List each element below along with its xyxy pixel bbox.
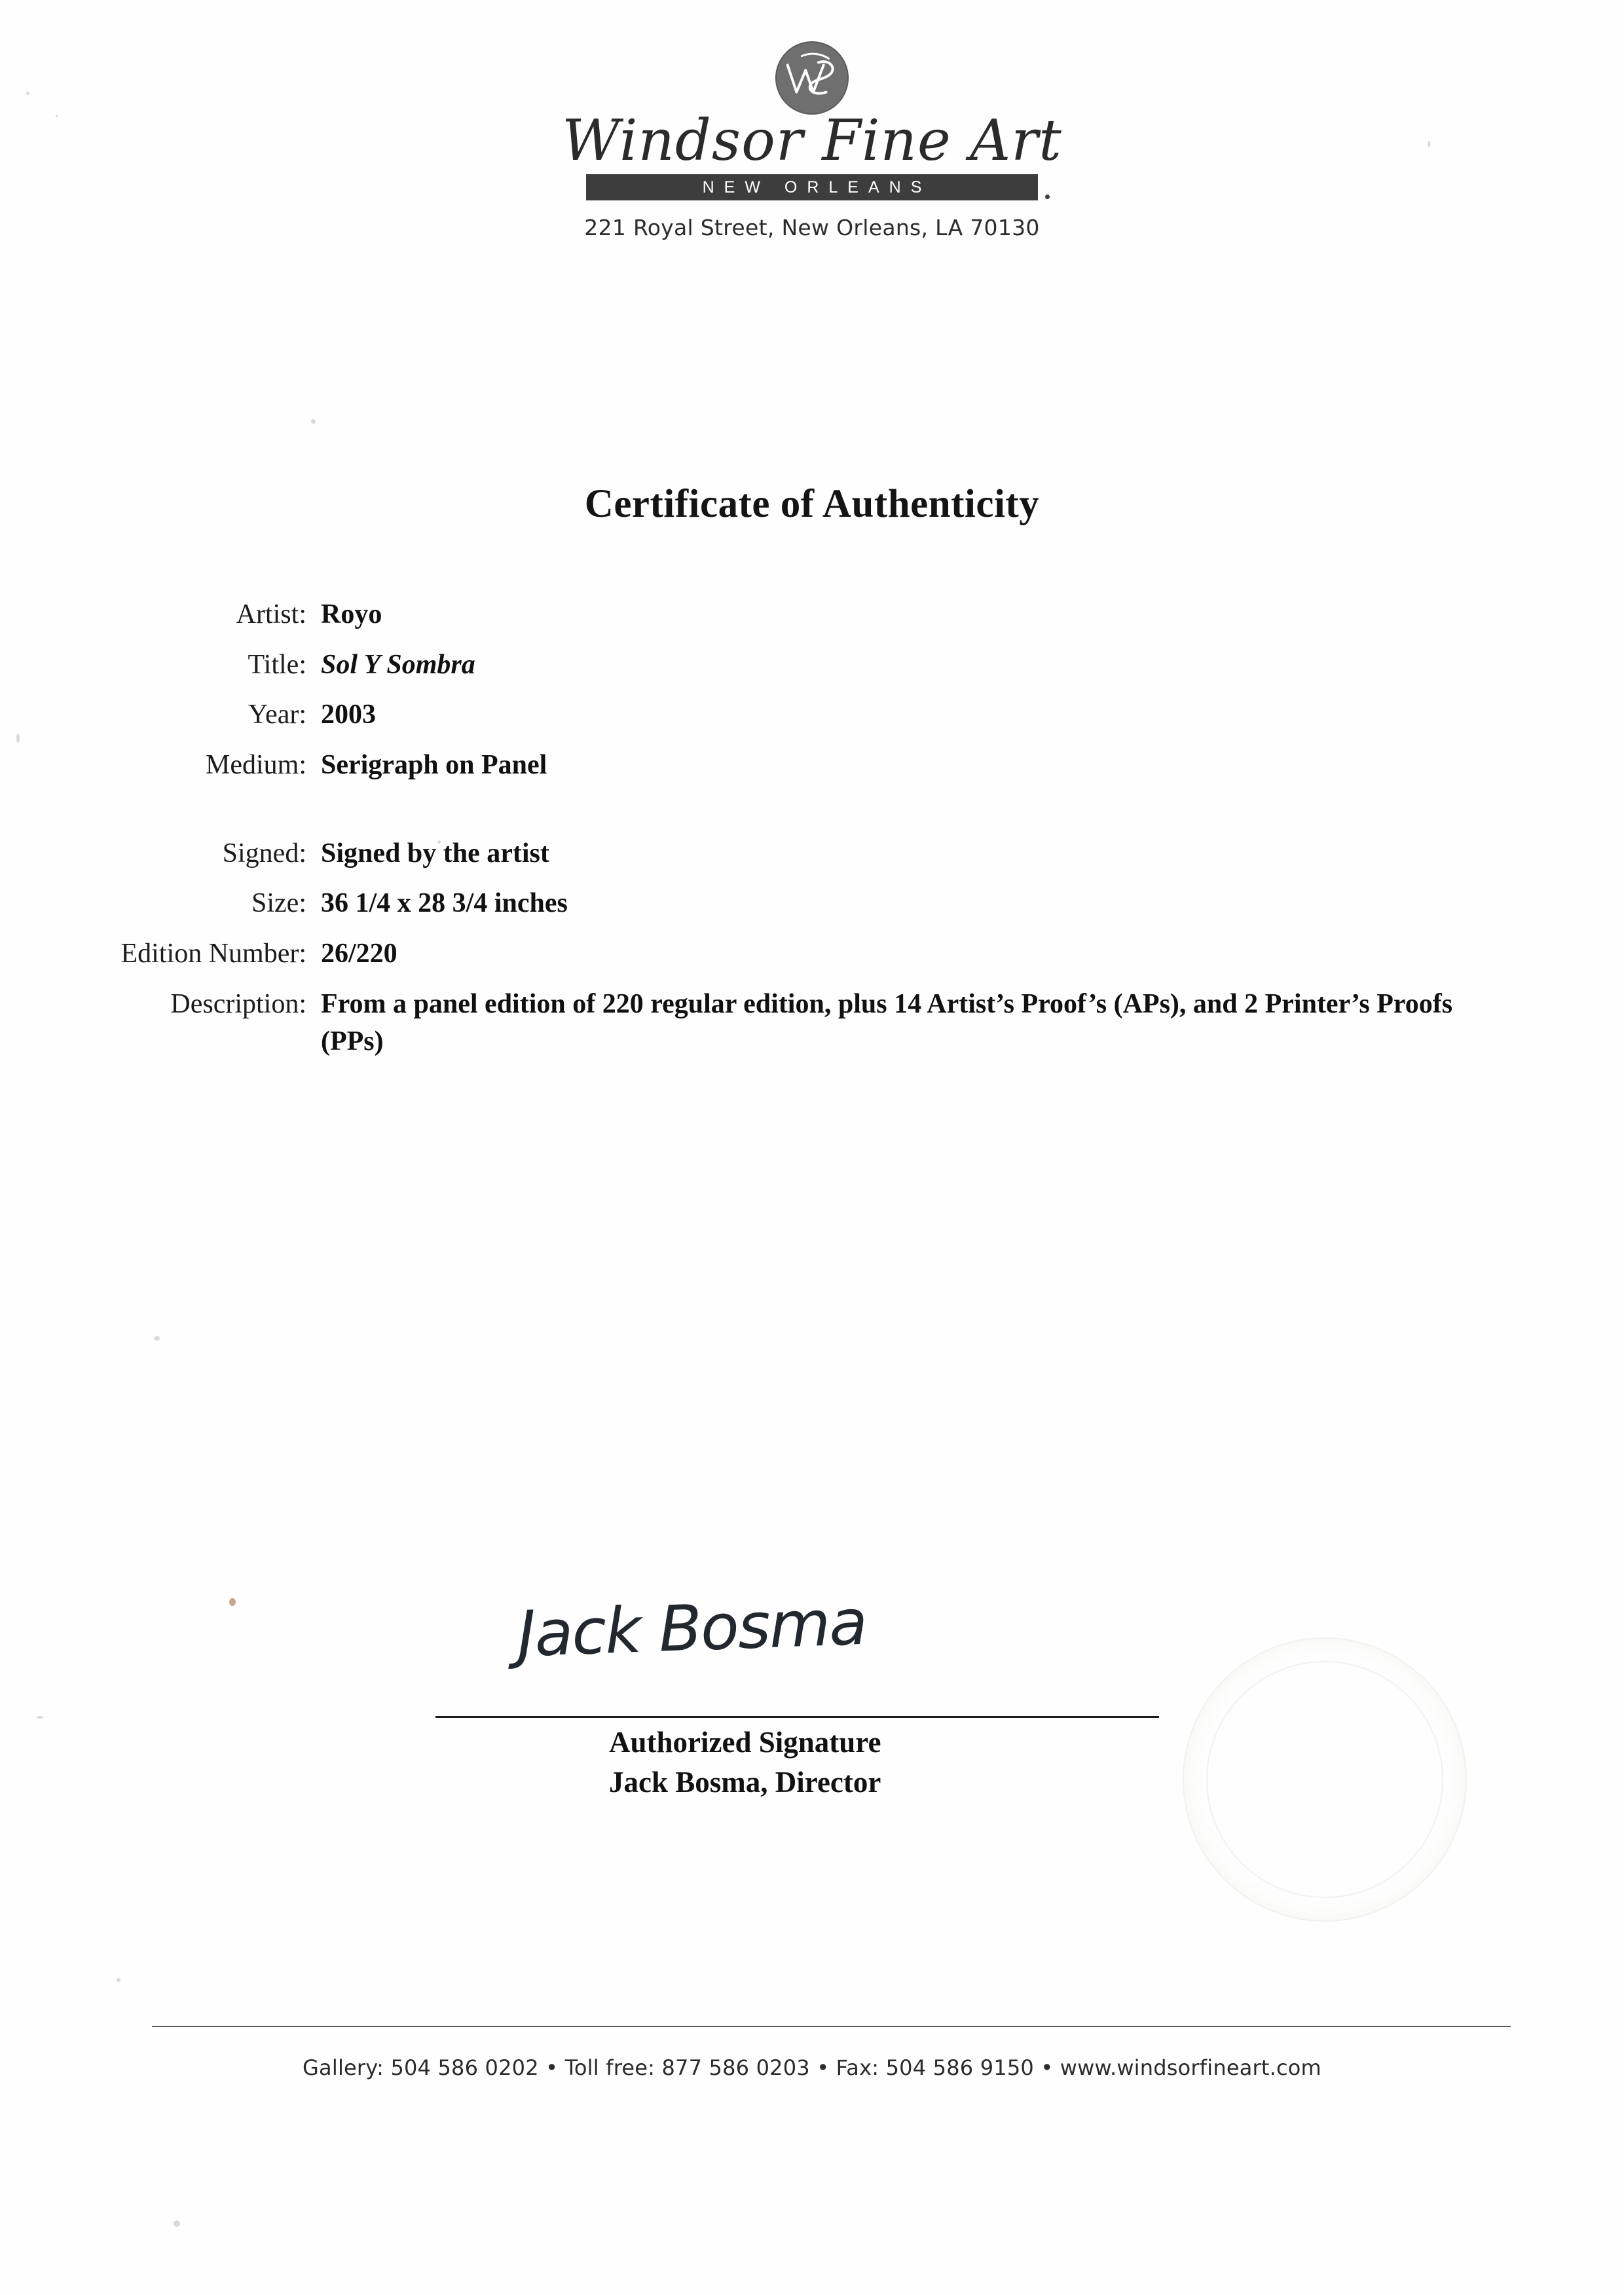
footer-contact: Gallery: 504 586 0202 • Toll free: 877 586 0203 • Fax: 504 586 9150 • www.windsorfineart.com <box>303 2055 1321 2080</box>
field-group-separator <box>0 797 1624 835</box>
field-value-edition-number: 26/220 <box>321 939 397 969</box>
field-label-edition-number: Edition Number: <box>120 939 306 969</box>
field-label-title: Title: <box>248 649 306 680</box>
field-label-signed: Signed: <box>222 838 306 868</box>
field-value-size: 36 1/4 x 28 3/4 inches <box>321 888 568 919</box>
field-value-medium: Serigraph on Panel <box>321 750 547 781</box>
field-label-medium: Medium: <box>206 750 306 781</box>
gallery-address: 221 Royal Street, New Orleans, LA 70130 <box>584 215 1040 241</box>
field-value-signed: Signed by the artist <box>321 838 549 868</box>
field-value-artist: Royo <box>321 599 382 629</box>
field-value-title: Sol Y Sombra <box>321 649 475 680</box>
signature-caption-line1: Authorized Signature <box>609 1726 881 1759</box>
field-value-description: From a panel edition of 220 regular edition, plus 14 Artist’s Proof’s (APs), and 2 Printer’s Proofs (PPs) <box>321 988 1453 1056</box>
field-row-size <box>0 885 1624 922</box>
scan-speck <box>174 2220 180 2227</box>
scan-speck <box>117 1978 120 1982</box>
signature-rule <box>435 1716 1159 1718</box>
scan-speck <box>229 1598 236 1606</box>
field-row-signed <box>0 835 1624 872</box>
brand-location-bar: NEW ORLEANS <box>586 174 1038 200</box>
scan-speck <box>311 419 316 424</box>
scan-speck <box>154 1336 160 1341</box>
field-row-edition-number <box>0 935 1624 973</box>
scan-speck <box>36 1716 44 1719</box>
field-value-year: 2003 <box>321 700 376 730</box>
field-row-year <box>0 696 1624 734</box>
field-label-description: Description: <box>170 988 306 1019</box>
signature-caption <box>609 1723 881 1802</box>
footer-divider <box>152 2026 1511 2027</box>
embossed-seal <box>1183 1637 1467 1922</box>
field-label-artist: Artist: <box>236 599 306 629</box>
field-row-description <box>0 986 1624 1060</box>
certificate-fields <box>0 596 1624 1073</box>
page-title: Certificate of Authenticity <box>584 482 1040 526</box>
field-label-size: Size: <box>251 888 306 919</box>
windsor-monogram-icon <box>773 39 851 117</box>
field-row-title <box>0 646 1624 684</box>
field-row-medium <box>0 747 1624 784</box>
signature-caption-line2: Jack Bosma, Director <box>609 1765 881 1799</box>
letterhead <box>0 39 1624 240</box>
field-row-artist <box>0 596 1624 633</box>
handwritten-signature: Jack Bosma <box>516 1585 868 1671</box>
field-label-year: Year: <box>248 700 306 730</box>
brand-script-wordmark: Windsor Fine Art <box>562 108 1062 174</box>
